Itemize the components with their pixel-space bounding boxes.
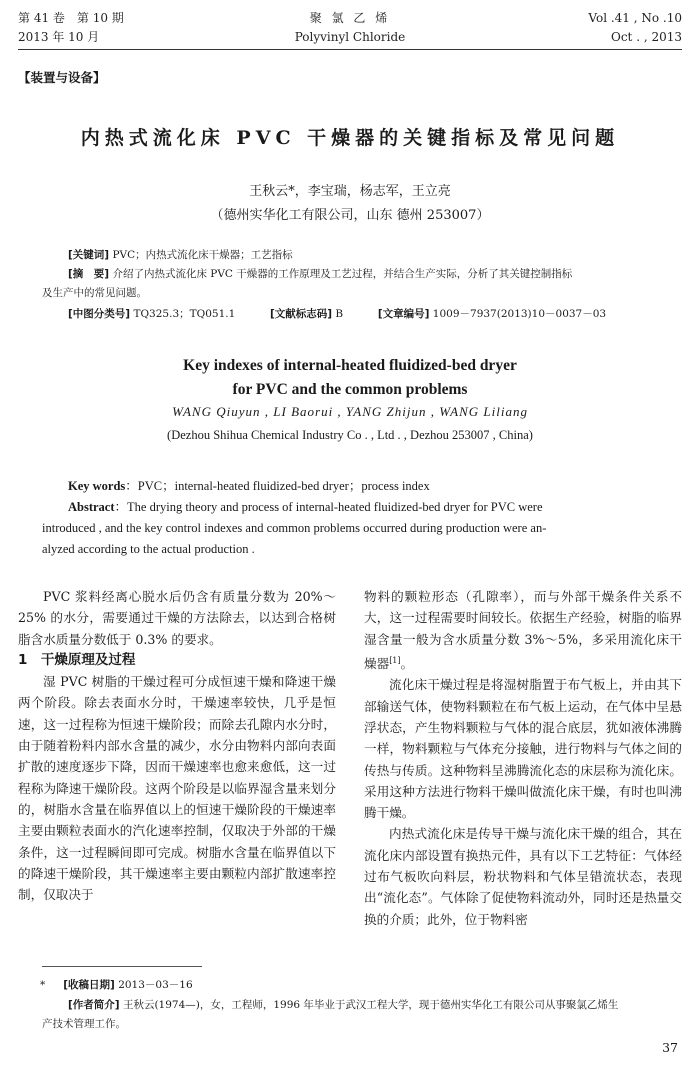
footnote-bio-line2: 产技术管理工作。 <box>42 1018 126 1030</box>
clc-value: TQ325.3；TQ051.1 <box>130 308 236 320</box>
section-tag: 【装置与设备】 <box>18 70 106 85</box>
affiliation-en: (Dezhou Shihua Chemical Industry Co . , Ltd . , Dezhou 253007 , China) <box>167 428 533 442</box>
footnote-star: * <box>40 979 46 991</box>
clc-label: [中图分类号] <box>68 308 131 320</box>
keywords-en <box>68 476 688 497</box>
bio-text: 王秋云(1974—)，女，工程师，1996 年毕业于武汉工程大学，现于德州实华化工有限公司从事聚氯乙烯生 <box>119 999 619 1011</box>
abstract-en-line1 <box>68 497 688 518</box>
received-label: [收稿日期] <box>63 979 115 991</box>
journal-name-en: Polyvinyl Chloride <box>294 30 406 44</box>
footnote-received <box>40 976 193 994</box>
body-paragraph: 内热式流化床是传导干燥与流化床干燥的组合，其在流化床内部设置有换热元件，具有以下工艺特征：气体经过布气板吹向料层，粉状物料和气体呈错流状态，表现出“流化态”。气体除了促使物料流动外，同时还是热量交换的介质；此外，位于物料密 <box>364 826 682 927</box>
citation-ref: [1] <box>389 655 401 665</box>
abstract-zh-label: [摘 要] <box>68 268 110 280</box>
journal-name-zh: 聚 氯 乙 烯 <box>309 11 391 25</box>
journal-date: 2013 年 10 月 <box>18 30 100 44</box>
paragraph-text: 物料的颗粒形态（孔隙率），而与外部干燥条件关系不大，这一过程需要时间较长。依据生产经验，树脂的临界湿含量一般为含水质量分数 3%～5%，多采用流化床干燥器 <box>364 589 682 672</box>
journal-volume-en: Vol .41 , No .10 <box>588 11 682 25</box>
abstract-zh-line1 <box>68 265 693 284</box>
body-paragraph: 流化床干燥过程是将湿树脂置于布气板上，并由其下部输送气体，使物料颗粒在布气板上运动，在气体中呈悬浮状态，产生物料颗粒与气体的混合底层，犹如液体沸腾一样，物料颗粒与气体充分接触，进行物料与气体之间的传热与传质。这种物料呈沸腾流化态的床层称为流化床。采用这种方法进行物料干燥叫做流化床干燥，有时也叫沸腾干燥。 <box>364 677 682 821</box>
journal-date-en: Oct . , 2013 <box>611 30 682 44</box>
keywords-en-label: Key words <box>68 479 126 493</box>
authors-zh: 王秋云*，李宝瑞，杨志军，王立亮 <box>249 184 451 199</box>
abstract-zh-line2: 及生产中的常见问题。 <box>42 287 147 299</box>
footnote-rule <box>42 966 202 967</box>
affiliation-zh: （德州实华化工有限公司，山东 德州 253007） <box>210 208 490 223</box>
page-number: 37 <box>662 1040 678 1055</box>
doc-code-label: [文献标志码] <box>269 308 333 320</box>
keywords-en-text: ：PVC；internal-heated fluidized-bed dryer；process index <box>125 479 430 493</box>
article-title-en-line1: Key indexes of internal-heated fluidized-bed dryer <box>183 357 517 374</box>
bio-label: [作者简介] <box>68 999 120 1011</box>
journal-volume-issue: 第 41 卷 第 10 期 <box>18 11 124 25</box>
footnote-bio-line1 <box>68 996 692 1014</box>
keywords-zh <box>68 246 688 265</box>
doc-code-value: B <box>332 308 344 320</box>
abstract-zh-text: 介绍了内热式流化床 PVC 干燥器的工作原理及工艺过程，并结合生产实际，分析了其关键控制指标 <box>109 268 573 280</box>
body-left-column <box>18 586 336 905</box>
abstract-en-label: Abstract <box>68 500 115 514</box>
body-right-column <box>364 586 682 930</box>
abstract-en-line3: alyzed according to the actual production . <box>42 542 255 556</box>
abstract-en-text: ：The drying theory and process of internal-heated fluidized-bed dryer for PVC were <box>114 500 543 514</box>
body-paragraph <box>364 586 682 674</box>
section-heading-1: 1 干燥原理及过程 <box>18 651 136 668</box>
article-no-label: [文章编号] <box>377 308 430 320</box>
classification-row <box>68 305 606 324</box>
received-value: 2013－03－16 <box>114 979 193 991</box>
article-title-en-line2: for PVC and the common problems <box>232 381 468 398</box>
keywords-zh-label: [关键词] <box>68 249 110 261</box>
paragraph-end: 。 <box>400 656 414 672</box>
abstract-en-line2: introduced , and the key control indexes and common problems occurred during production were an- <box>42 521 547 535</box>
keywords-zh-text: PVC；内热式流化床干燥器；工艺指标 <box>109 249 293 261</box>
article-title-zh: 内热式流化床 PVC 干燥器的关键指标及常见问题 <box>80 127 620 149</box>
body-paragraph: PVC 浆料经离心脱水后仍含有质量分数为 20%～25% 的水分，需要通过干燥的方法除去，以达到合格树脂含水质量分数低于 0.3% 的要求。 <box>18 589 336 647</box>
header-rule <box>18 49 682 50</box>
body-paragraph: 湿 PVC 树脂的干燥过程可分成恒速干燥和降速干燥两个阶段。除去表面水分时，干燥速率较快，几乎是恒速，这一过程称为恒速干燥阶段；而除去孔隙内水分时，由于随着粉料内部水含量的减少，水分由物料内部向表面扩散的速度逐步下降，因而干燥速率也愈来愈低，这一过程称为降速干燥阶段。这两个阶段是以临界湿含量来划分的，树脂水含量在临界值以上的恒速干燥阶段的干燥速率主要由颗粒表面水的汽化速率控制，仅取决于外部的干燥条件，这一过程瞬间即可完成。树脂水含量在临界值以下的降速干燥阶段，其干燥速率主要由颗粒内部扩散速率控制，仅取决于 <box>18 674 336 903</box>
article-no-value: 1009－7937(2013)10－0037－03 <box>429 308 607 320</box>
authors-en: WANG Qiuyun , LI Baorui , YANG Zhijun , WANG Liliang <box>172 404 528 419</box>
